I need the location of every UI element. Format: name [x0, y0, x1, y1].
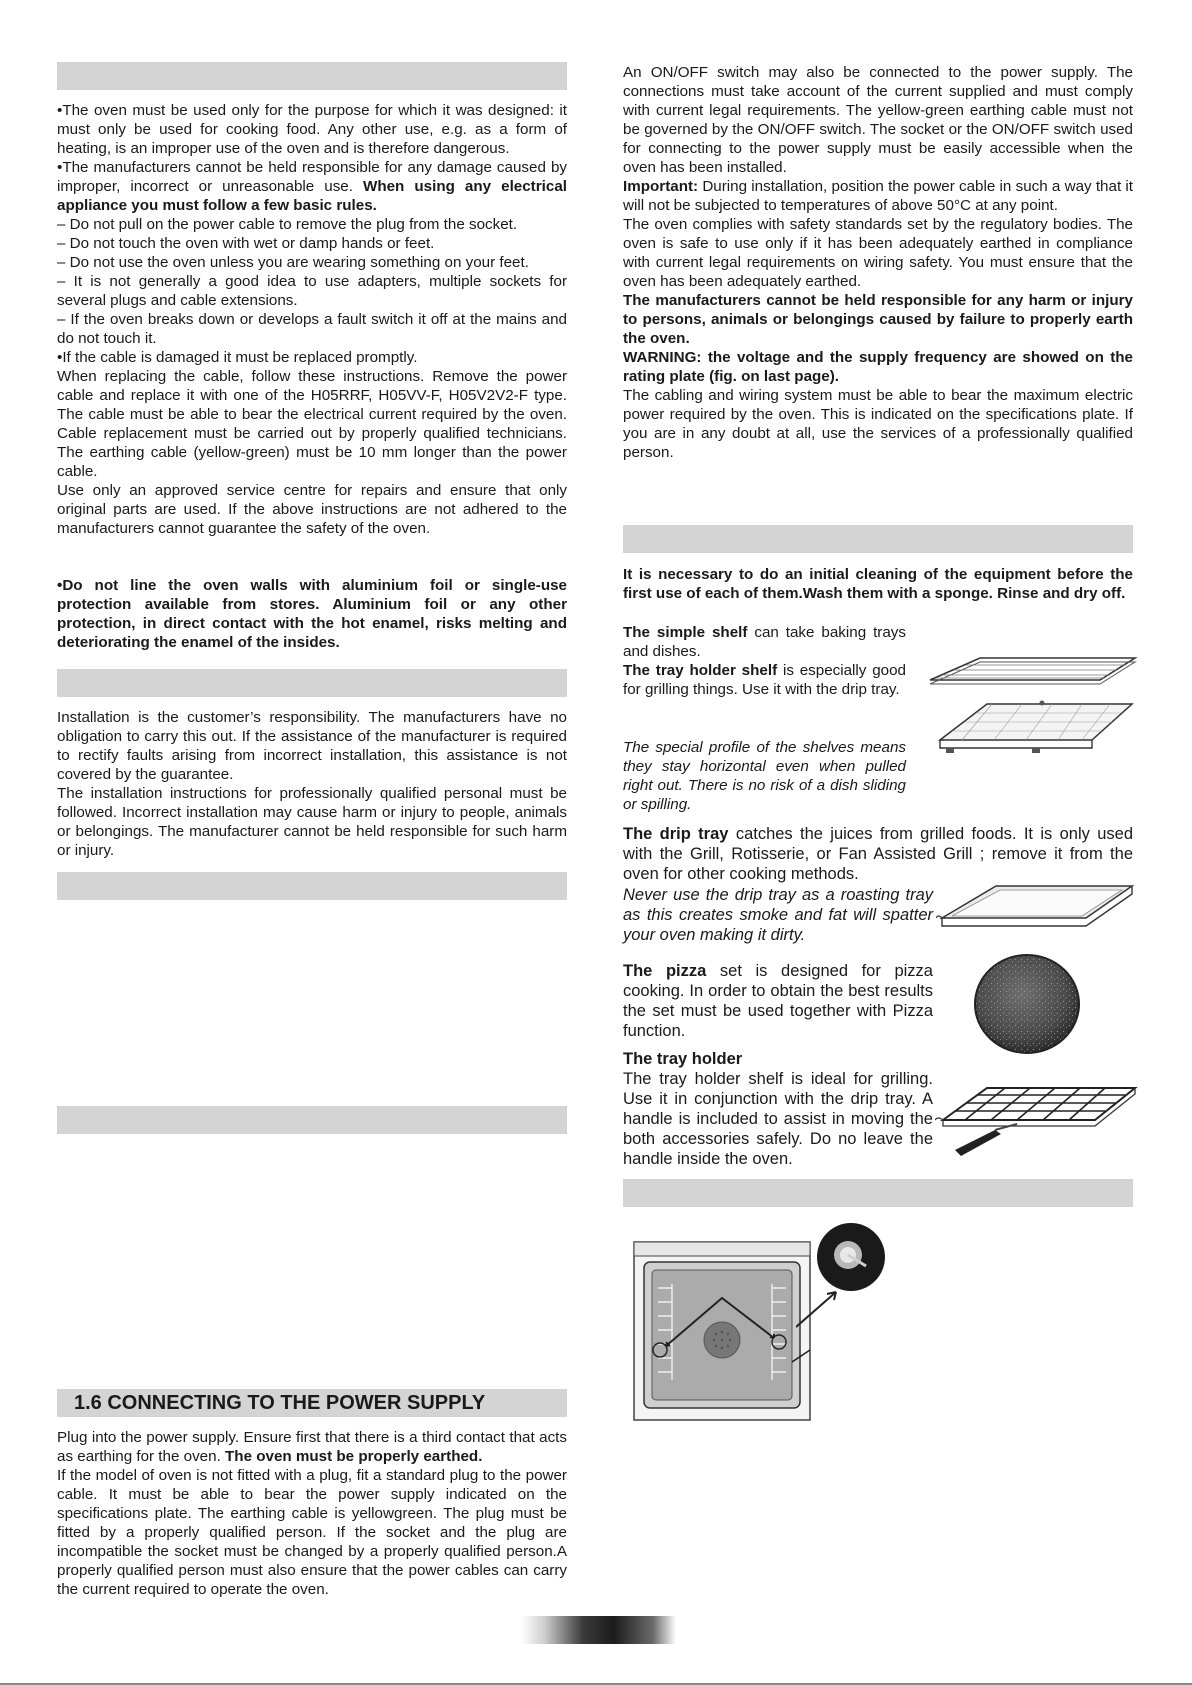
paragraph-service-centre: Use only an approved service centre for repairs and ensure that only original parts are used. If the above instructions are not adhered to the manufacturers cannot guarantee the safety of the oven.: [57, 482, 567, 537]
paragraph-earth-liability: The manufacturers cannot be held responsible for any harm or injury to persons, animals or belongings caused by failure to properly earth the oven.: [623, 292, 1133, 347]
paragraph-drip-tray-warning: Never use the drip tray as a roasting tray as this creates smoke and fat will spatter your oven making it dirty.: [623, 886, 933, 944]
paragraph-manufacturer-liability: •The manufacturers cannot be held responsible for any damage caused by improper, incorrect or unreasonable use. When using any electrical appliance you must follow a few basic rules.: [57, 159, 567, 214]
power-supply-text: [57, 1428, 567, 1599]
paragraph-initial-cleaning: It is necessary to do an initial cleaning of the equipment before the first use of each of them.Wash them with a sponge. Rinse and dry off.: [623, 566, 1133, 602]
paragraph-power-supply: Plug into the power supply. Ensure first that there is a third contact that acts as earthing for the oven. The oven must be properly earthed.: [57, 1429, 567, 1465]
shelves-text-block: [623, 623, 906, 699]
section-title-power-supply: 1.6 CONNECTING TO THE POWER SUPPLY: [74, 1392, 486, 1414]
safety-text-block: [57, 101, 567, 538]
tray-holder-block: [623, 1049, 933, 1169]
paragraph-onoff-switch: An ON/OFF switch may also be connected to the power supply. The connections must take account of the current supplied and must comply with current legal requirements. The yellow-green earthing cable must not be governed by the ON/OFF switch. The socket or the ON/OFF switch used for connecting to the power supply must be easily accessible when the oven has been installed.: [623, 64, 1133, 176]
section-bar-installation: [57, 669, 567, 697]
section-bar-oven-light: [623, 1179, 1133, 1207]
paragraph-simple-shelf: The simple shelf can take baking trays and dishes.: [623, 624, 906, 660]
drip-tray-illustration: [936, 880, 1136, 935]
paragraph-intended-use: •The oven must be used only for the purpose for which it was designed: it must only be used for cooking food. Any other use, e.g. as a form of heating, is an improper use of the oven and is therefore dangerous.: [57, 102, 567, 157]
tray-holder-with-handle-illustration: [935, 1080, 1140, 1160]
paragraph-cabling: The cabling and wiring system must be able to bear the maximum electric power required by the oven. This is indicated on the specifications plate. If you are in any doubt at all, use the services of a professionally qualified person.: [623, 387, 1133, 461]
paragraph-cable-damaged: •If the cable is damaged it must be replaced promptly.: [57, 349, 418, 366]
paragraph-cable-replace: When replacing the cable, follow these instructions. Remove the power cable and replace it with one of the H05RRF, H05VV-F, H05V2V2-F type. The cable must be able to bear the electrical current required by the oven. Cable replacement must be carried out by properly qualified technicians. The earthing cable (yellow-green) must be 10 mm longer than the power cable.: [57, 368, 567, 480]
installation-text-block: [57, 708, 567, 860]
simple-shelf-illustration: [920, 650, 1140, 700]
rule-footwear: – Do not use the oven unless you are wearing something on your feet.: [57, 254, 529, 271]
switch-text-block: [623, 63, 1133, 462]
paragraph-important: Important: During installation, position the power cable in such a way that it will not be subjected to temperatures of above 50°C at any point.: [623, 178, 1133, 214]
section-bar-safety: [57, 62, 567, 90]
rule-adapters: – It is not generally a good idea to use adapters, multiple sockets for several plugs and cable extensions.: [57, 273, 567, 309]
paragraph-aluminium-foil: •Do not line the oven walls with aluminium foil or single-use protection available from stores. Aluminium foil or any other protection, in direct contact with the hot enamel, risks melting and deteriorating the enamel of the insides.: [57, 577, 567, 651]
section-bar-accessories: [623, 525, 1133, 553]
paragraph-drip-tray: The drip tray catches the juices from grilled foods. It is only used with the Grill, Rotisserie, or Fan Assisted Grill ; remove it from the oven for other cooking methods.: [623, 825, 1134, 883]
rule-pull-cable: – Do not pull on the power cable to remove the plug from the socket.: [57, 216, 518, 233]
page-footer-tab: [521, 1616, 676, 1644]
paragraph-pizza: The pizza set is designed for pizza cooking. In order to obtain the best results the set must be used together with Pizza function.: [623, 962, 933, 1040]
paragraph-voltage-warning: WARNING: the voltage and the supply frequency are showed on the rating plate (fig. on last page).: [623, 349, 1133, 385]
paragraph-installation-responsibility: Installation is the customer’s responsibility. The manufacturers have no obligation to carry this out. If the assistance of the manufacturer is required to rectify faults arising from incorrect installation, this assistance is not covered by the guarantee.: [57, 709, 567, 783]
rule-fault: – If the oven breaks down or develops a fault switch it off at the mains and do not touch it.: [57, 311, 567, 347]
oven-lamp-illustration: [632, 1240, 812, 1422]
lamp-closeup-illustration: [796, 1222, 886, 1332]
paragraph-plug-fitting: If the model of oven is not fitted with a plug, fit a standard plug to the power cable. It must be able to bear the power supply indicated on the specifications plate. The earthing cable is yellowgreen. The plug must be fitted by a properly qualified person. If the socket and the plug are incompatible the socket must be changed by a properly qualified person.A properly qualified person must also ensure that the power cables can carry the current required to operate the oven.: [57, 1467, 567, 1598]
paragraph-installation-instructions: The installation instructions for professionally qualified personal must be followed. Incorrect installation may cause harm or injury to people, animals or belongings. The manufacturer cannot be held responsible for such harm or injury.: [57, 785, 567, 859]
section-bar-power-supply: [57, 1389, 567, 1417]
pizza-pan-illustration: [972, 952, 1082, 1057]
section-bar-empty-2: [57, 1106, 567, 1134]
heading-tray-holder: The tray holder: [623, 1050, 743, 1068]
paragraph-safety-standards: The oven complies with safety standards set by the regulatory bodies. The oven is safe to use only if it has been adequately earthed in compliance with current legal requirements on wiring safety. You must ensure that the oven has been adequately earthed.: [623, 216, 1133, 290]
paragraph-special-profile: The special profile of the shelves means they stay horizontal even when pulled right out. There is no risk of a dish sliding or spilling.: [623, 739, 906, 813]
tray-holder-shelf-illustration: [932, 696, 1137, 771]
paragraph-tray-holder-shelf: The tray holder shelf is especially good for grilling things. Use it with the drip tray.: [623, 662, 906, 698]
section-bar-empty-1: [57, 872, 567, 900]
rule-wet-hands: – Do not touch the oven with wet or damp hands or feet.: [57, 235, 435, 252]
paragraph-tray-holder: The tray holder shelf is ideal for grilling. Use it in conjunction with the drip tray. A handle is included to assist in moving the both accessories safely. Do no leave the handle inside the oven.: [623, 1070, 933, 1168]
